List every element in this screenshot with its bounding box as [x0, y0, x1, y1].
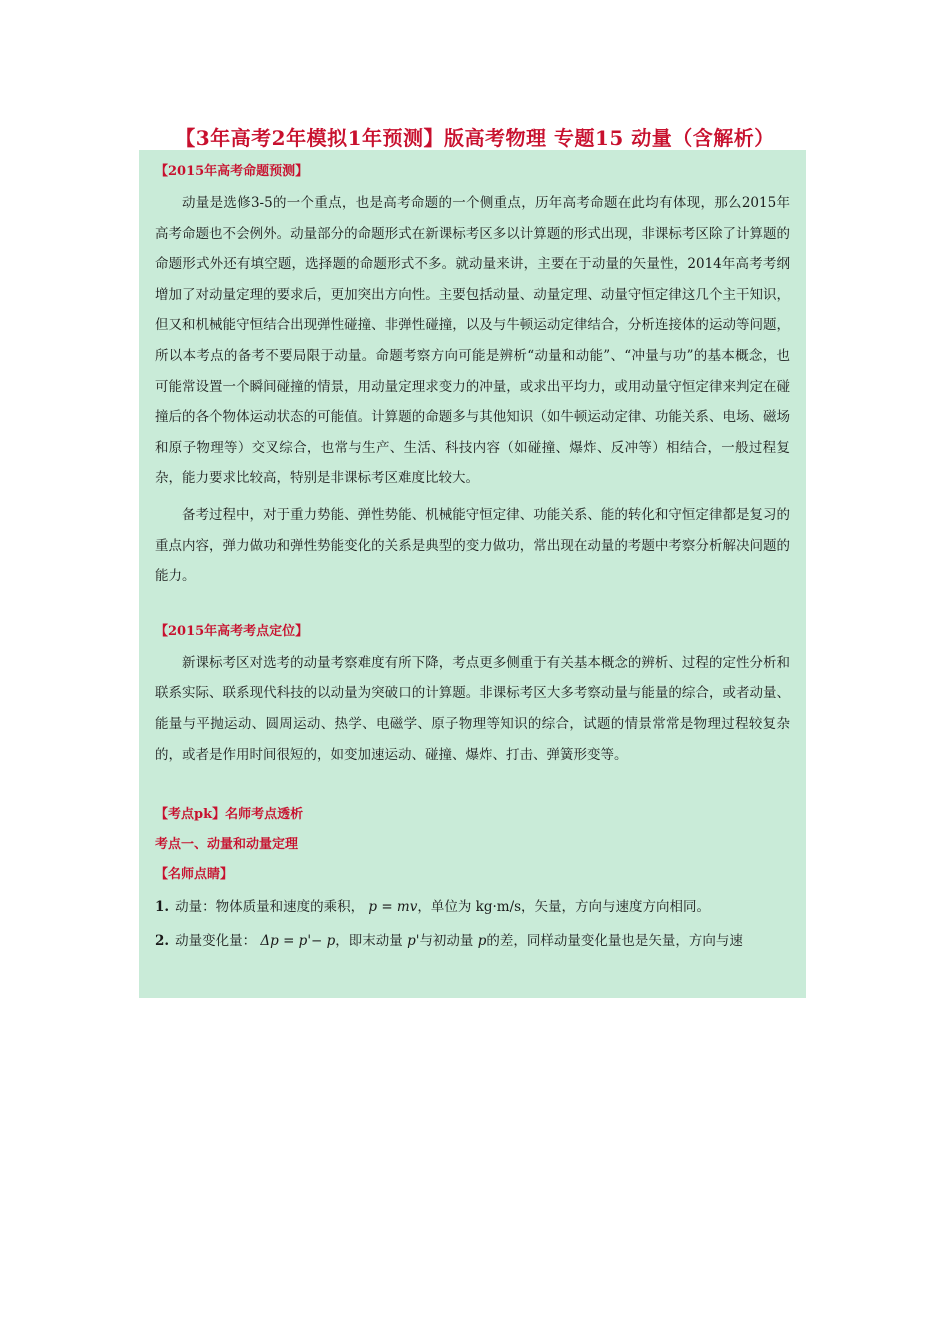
formula: p = mv — [368, 899, 418, 916]
item-text: ，单位为 kg·m/s，矢量，方向与速度方向相同。 — [417, 899, 711, 916]
tip-label: 【名师点睛】 — [155, 867, 234, 883]
item-number: 2. — [155, 933, 170, 950]
item-text: ，即末动量 — [335, 933, 403, 950]
section-heading-positioning: 【2015年高考考点定位】 — [155, 623, 309, 639]
formula: Δp = p'− p — [260, 933, 336, 950]
item-number: 1. — [155, 899, 170, 916]
list-item — [155, 924, 790, 958]
item-text: 动量变化量： — [175, 933, 257, 950]
section-heading-prediction: 【2015年高考命题预测】 — [155, 164, 309, 179]
paragraph: 备考过程中，对于重力势能、弹性势能、机械能守恒定律、功能关系、能的转化和守恒定律都是复习的重点内容，弹力做功和弹性势能变化的关系是典型的变力做功，常出现在动量的考题中考察分析解决问题的能力。 — [155, 506, 790, 585]
paragraph: 动量是选修3-5的一个重点，也是高考命题的一个侧重点，历年高考命题在此均有体现，那么2015年高考命题也不会例外。动量部分的命题形式在新课标考区多以计算题的形式出现，非课标考区除了计算题的命题形式外还有填空题，选择题的命题形式不多。就动量来讲，主要在于动量的矢量性，2014年高考考纲增加了对动量定理的要求后，更加突出方向性。主要包括动量、动量定理、动量守恒定律这几个主干知识，但又和机械能守恒结合出现弹性碰撞、非弹性碰撞，以及与牛顿运动定律结合，分析连接体的运动等问题，所以本考点的备考不要局限于动量。命题考察方向可能是辨析“动量和动能”、“冲量与功”的基本概念，也可能常设置一个瞬间碰撞的情景，用动量定理求变力的冲量，或求出平均力，或用动量守恒定律来判定在碰撞后的各个物体运动状态的可能值。计算题的命题多与其他知识（如牛顿运动定律、功能关系、电场、磁场和原子物理等）交叉综合，也常与生产、生活、科技内容（如碰撞、爆炸、反冲等）相结合，一般过程复杂，能力要求比较高，特别是非课标考区难度比较大。 — [155, 195, 790, 487]
item-text: 动量：物体质量和速度的乘积， — [175, 899, 365, 916]
item-text: 与初动量 — [419, 933, 474, 950]
variable: p — [477, 933, 487, 950]
subsection-heading: 考点一、动量和动量定理 — [155, 837, 299, 853]
content-panel — [139, 150, 806, 998]
paragraph: 新课标考区对选考的动量考察难度有所下降，考点更多侧重于有关基本概念的辨析、过程的定性分析和联系实际、联系现代科技的以动量为突破口的计算题。非课标考区大多考察动量与能量的综合，或者动量、能量与平抛运动、圆周运动、热学、电磁学、原子物理等知识的综合，试题的情景常常是物理过程较复杂的，或者是作用时间很短的，如变加速运动、碰撞、爆炸、打击、弹簧形变等。 — [155, 654, 790, 763]
document-title: 【3年高考2年模拟1年预测】版高考物理 专题15 动量（含解析） — [175, 126, 775, 150]
item-text: 的差，同样动量变化量也是矢量，方向与速 — [486, 933, 743, 950]
section-heading-analysis: 【考点pk】名师考点透析 — [155, 807, 304, 823]
variable: p' — [407, 933, 420, 950]
list-item — [155, 890, 790, 924]
